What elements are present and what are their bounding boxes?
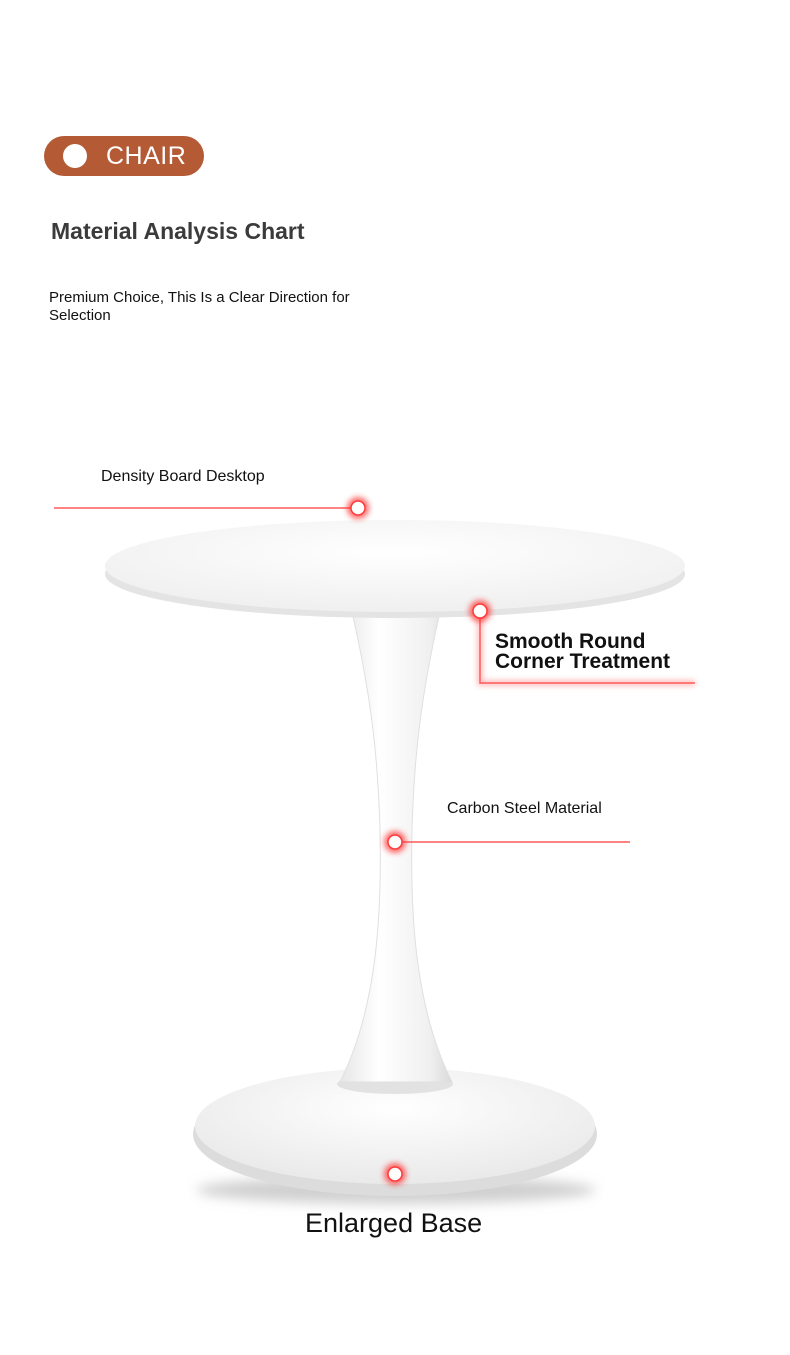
callout-steel: [384, 831, 630, 853]
glow-dot-icon: [388, 835, 402, 849]
glow-dot-icon: [351, 501, 365, 515]
tabletop: [105, 520, 685, 612]
label-corner: [495, 632, 735, 672]
label-base: Enlarged Base: [305, 1208, 483, 1238]
label-corner-line2: Corner Treatment: [495, 650, 671, 673]
page-title: Material Analysis Chart: [51, 218, 305, 244]
label-desktop: Density Board Desktop: [101, 468, 265, 485]
page-subtitle: Premium Choice, This Is a Clear Direction for Selection: [49, 289, 350, 324]
glow-dot-icon: [473, 604, 487, 618]
callout-desktop: [54, 497, 369, 519]
label-steel: Carbon Steel Material: [447, 800, 602, 817]
label-corner-line1: Smooth Round: [495, 630, 646, 653]
badge-label: CHAIR: [106, 142, 187, 170]
callout-base: [384, 1163, 406, 1185]
glow-dot-icon: [388, 1167, 402, 1181]
